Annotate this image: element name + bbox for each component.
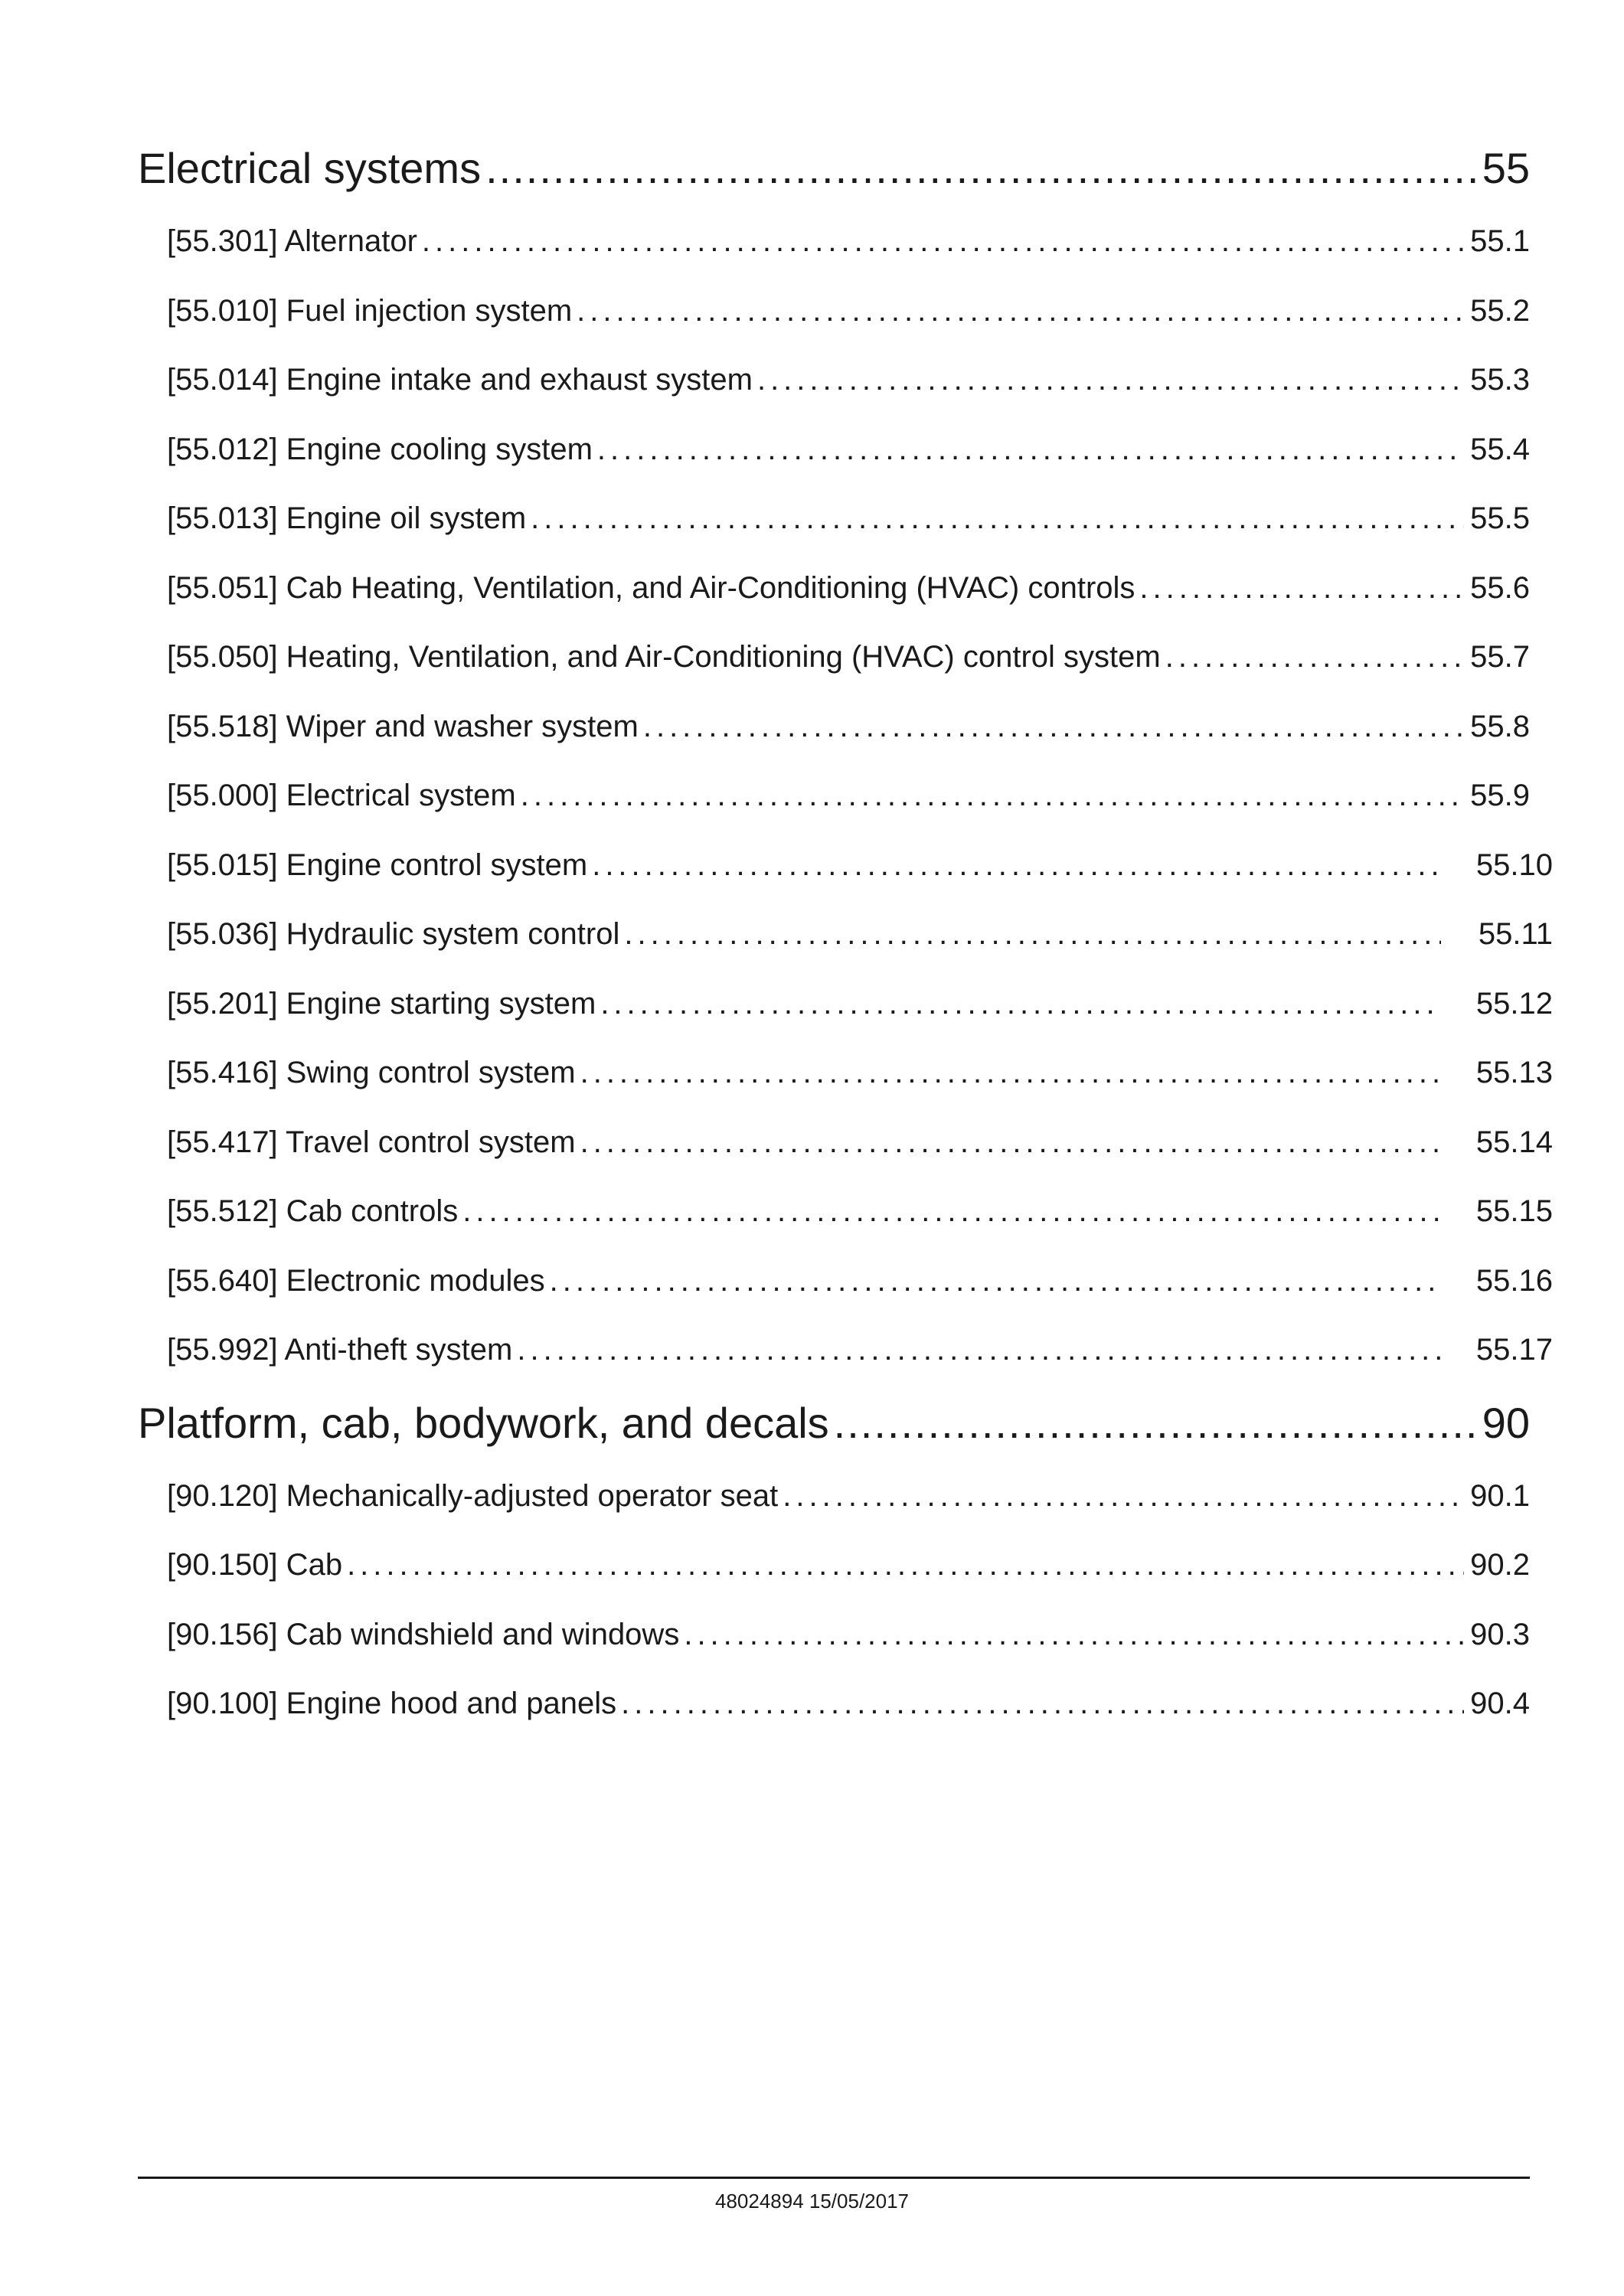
dot-leader xyxy=(580,1038,1441,1108)
toc-entry[interactable] xyxy=(138,1108,1553,1177)
entry-page-number: 90.3 xyxy=(1470,1617,1530,1651)
dot-leader xyxy=(684,1600,1464,1670)
entry-title: [55.512] Cab controls xyxy=(167,1194,459,1228)
toc-entry[interactable] xyxy=(138,415,1530,485)
entry-title: [55.416] Swing control system xyxy=(167,1056,576,1089)
dot-leader xyxy=(580,1108,1441,1177)
entry-title: [55.518] Wiper and washer system xyxy=(167,709,639,743)
entry-page-number: 55.6 xyxy=(1470,570,1530,605)
toc-entry[interactable] xyxy=(138,622,1530,692)
toc-section-heading[interactable] xyxy=(138,1385,1530,1462)
section-page-number: 90 xyxy=(1482,1398,1530,1447)
entry-title: [55.417] Travel control system xyxy=(167,1125,576,1159)
dot-leader xyxy=(597,415,1464,485)
entry-title: [90.150] Cab xyxy=(167,1548,343,1582)
toc-entry[interactable] xyxy=(138,1462,1530,1531)
dot-leader xyxy=(422,207,1464,276)
entry-page-number: 55.16 xyxy=(1475,1263,1553,1298)
entry-title: [55.050] Heating, Ventilation, and Air-Conditioning (HVAC) control system xyxy=(167,640,1161,674)
toc-section-heading[interactable] xyxy=(138,130,1530,207)
entry-page-number: 55.17 xyxy=(1475,1333,1553,1367)
entry-title: [55.640] Electronic modules xyxy=(167,1263,545,1298)
dot-leader xyxy=(550,1246,1441,1316)
toc-entry[interactable] xyxy=(138,1669,1530,1739)
entry-title: [55.000] Electrical system xyxy=(167,779,516,812)
entry-title: [55.015] Engine control system xyxy=(167,848,588,882)
dot-leader xyxy=(621,1669,1464,1739)
dot-leader xyxy=(834,1385,1478,1462)
toc-entry[interactable] xyxy=(138,831,1553,900)
dot-leader xyxy=(624,900,1441,969)
entry-title: [55.051] Cab Heating, Ventilation, and Air-Conditioning (HVAC) controls xyxy=(167,570,1135,605)
entry-page-number: 55.8 xyxy=(1470,709,1530,743)
toc-entry[interactable] xyxy=(138,900,1553,969)
toc-entry[interactable] xyxy=(138,1600,1530,1670)
dot-leader xyxy=(1165,622,1464,692)
entry-title: [55.201] Engine starting system xyxy=(167,986,596,1021)
dot-leader xyxy=(485,130,1478,207)
dot-leader xyxy=(462,1177,1441,1246)
entry-page-number: 90.2 xyxy=(1470,1548,1530,1582)
dot-leader xyxy=(600,969,1441,1039)
toc-entry[interactable] xyxy=(138,484,1530,554)
toc-entry[interactable] xyxy=(138,692,1530,762)
entry-title: [90.156] Cab windshield and windows xyxy=(167,1617,680,1651)
entry-page-number: 55.4 xyxy=(1470,432,1530,466)
entry-page-number: 55.1 xyxy=(1470,224,1530,258)
dot-leader xyxy=(531,484,1464,554)
toc-entry[interactable] xyxy=(138,1315,1553,1385)
section-page-number: 55 xyxy=(1482,144,1530,192)
dot-leader xyxy=(577,276,1464,346)
dot-leader xyxy=(783,1462,1464,1531)
footer-divider xyxy=(138,2177,1530,2179)
footer-doc-id-date: 48024894 15/05/2017 xyxy=(714,2190,910,2213)
dot-leader xyxy=(643,692,1464,762)
toc-entry[interactable] xyxy=(138,207,1530,276)
toc-entry[interactable] xyxy=(138,1038,1553,1108)
toc-entry[interactable] xyxy=(138,345,1530,415)
entry-page-number: 55.7 xyxy=(1470,640,1530,674)
toc-entry[interactable] xyxy=(138,969,1553,1039)
entry-title: [55.010] Fuel injection system xyxy=(167,293,573,328)
entry-title: [90.100] Engine hood and panels xyxy=(167,1687,617,1720)
entry-title: [90.120] Mechanically-adjusted operator seat xyxy=(167,1478,779,1513)
dot-leader xyxy=(1139,554,1464,623)
toc-entry[interactable] xyxy=(138,761,1530,831)
entry-page-number: 55.12 xyxy=(1475,986,1553,1021)
dot-leader xyxy=(521,761,1464,831)
entry-page-number: 55.13 xyxy=(1475,1056,1553,1089)
entry-title: [55.013] Engine oil system xyxy=(167,501,527,535)
toc-entry[interactable] xyxy=(138,1177,1553,1246)
toc-entry[interactable] xyxy=(138,554,1530,623)
table-of-contents xyxy=(138,130,1553,1739)
toc-entry[interactable] xyxy=(138,276,1530,346)
entry-page-number: 55.9 xyxy=(1470,779,1530,812)
entry-page-number: 55.15 xyxy=(1475,1194,1553,1228)
dot-leader xyxy=(517,1315,1441,1385)
entry-page-number: 55.3 xyxy=(1470,363,1530,397)
entry-page-number: 55.10 xyxy=(1475,848,1553,882)
entry-page-number: 55.11 xyxy=(1478,917,1553,951)
entry-title: [55.036] Hydraulic system control xyxy=(167,917,620,951)
entry-page-number: 55.14 xyxy=(1475,1125,1553,1159)
section-title: Platform, cab, bodywork, and decals xyxy=(138,1398,829,1447)
toc-entry[interactable] xyxy=(138,1246,1553,1316)
entry-page-number: 55.2 xyxy=(1470,293,1530,328)
entry-title: [55.301] Alternator xyxy=(167,224,417,258)
section-title: Electrical systems xyxy=(138,144,482,192)
dot-leader xyxy=(347,1530,1464,1600)
entry-page-number: 90.4 xyxy=(1470,1687,1530,1720)
entry-title: [55.012] Engine cooling system xyxy=(167,432,593,466)
entry-title: [55.014] Engine intake and exhaust system xyxy=(167,363,753,397)
entry-page-number: 90.1 xyxy=(1470,1478,1530,1513)
dot-leader xyxy=(592,831,1441,900)
dot-leader xyxy=(757,345,1464,415)
entry-page-number: 55.5 xyxy=(1470,501,1530,535)
entry-title: [55.992] Anti-theft system xyxy=(167,1333,513,1367)
toc-entry[interactable] xyxy=(138,1530,1530,1600)
